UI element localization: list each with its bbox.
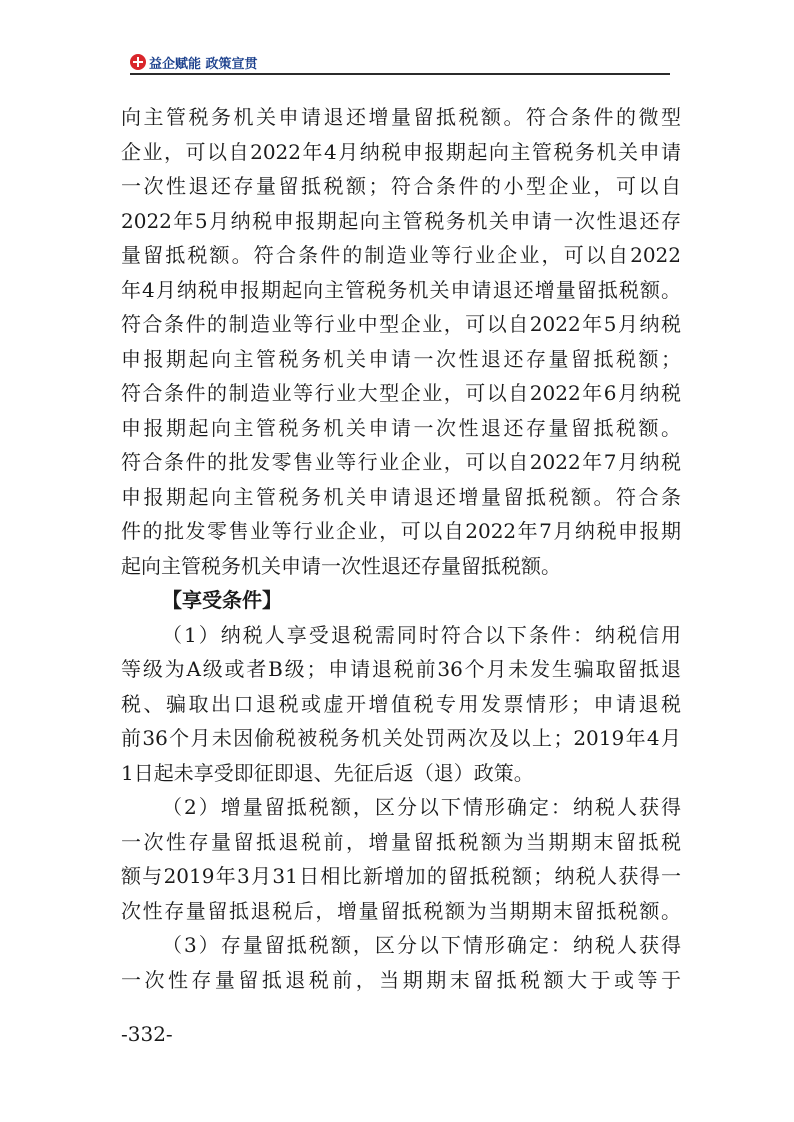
text-line: 额与2019年3月31日相比新增加的留抵税额；纳税人获得一 [121, 864, 681, 888]
company-logo-icon [130, 54, 146, 70]
text-line: 件的批发零售业等行业企业，可以自2022年7月纳税申报期 [121, 519, 681, 543]
text-line: 符合条件的批发零售业等行业企业，可以自2022年7月纳税 [121, 450, 681, 474]
brand-title: 益企赋能 政策宣贯 [149, 56, 258, 72]
page-header [130, 52, 258, 72]
header-divider [130, 73, 670, 75]
text-line: 一次性存量留抵退税前，当期期末留抵税额大于或等于 [121, 967, 681, 992]
text-line: 一次性存量留抵退税前，增量留抵税额为当期期末留抵税 [121, 829, 681, 854]
document-body [121, 100, 681, 997]
text-line: 1日起未享受即征即退、先征后返（退）政策。 [121, 760, 534, 785]
text-line: 申报期起向主管税务机关申请退还增量留抵税额。符合条 [121, 484, 681, 509]
text-line: 一次性退还存量留抵税额；符合条件的小型企业，可以自 [121, 174, 681, 198]
text-line: 起向主管税务机关申请一次性退还存量留抵税额。 [121, 553, 561, 578]
text-line: （3）存量留抵税额，区分以下情形确定：纳税人获得 [162, 933, 681, 957]
section-heading: 【享受条件】 [162, 588, 282, 612]
text-line: 税、骗取出口退税或虚开增值税专用发票情形；申请退税 [121, 691, 681, 716]
text-line: 企业，可以自2022年4月纳税申报期起向主管税务机关申请 [121, 139, 681, 164]
text-line: 前36个月未因偷税被税务机关处罚两次及以上；2019年4月 [121, 726, 681, 750]
text-line: 申报期起向主管税务机关申请一次性退还存量留抵税额。 [121, 415, 681, 440]
text-line: （2）增量留抵税额，区分以下情形确定：纳税人获得 [162, 795, 681, 819]
text-line: 申报期起向主管税务机关申请一次性退还存量留抵税额； [121, 346, 681, 371]
text-line: 等级为A级或者B级；申请退税前36个月未发生骗取留抵退 [121, 657, 681, 681]
text-line: 次性存量留抵退税后，增量留抵税额为当期期末留抵税额。 [121, 898, 681, 923]
text-line: 量留抵税额。符合条件的制造业等行业企业，可以自2022 [121, 243, 681, 267]
text-line: 2022年5月纳税申报期起向主管税务机关申请一次性退还存 [121, 208, 681, 233]
text-line: 符合条件的制造业等行业大型企业，可以自2022年6月纳税 [121, 381, 681, 405]
text-line: 向主管税务机关申请退还增量留抵税额。符合条件的微型 [121, 105, 681, 129]
text-line: 年4月纳税申报期起向主管税务机关申请退还增量留抵税额。 [121, 277, 681, 302]
page-number: -332- [121, 1022, 173, 1046]
text-line: 符合条件的制造业等行业中型企业，可以自2022年5月纳税 [121, 312, 681, 336]
text-line: （1）纳税人享受退税需同时符合以下条件：纳税信用 [162, 622, 681, 647]
